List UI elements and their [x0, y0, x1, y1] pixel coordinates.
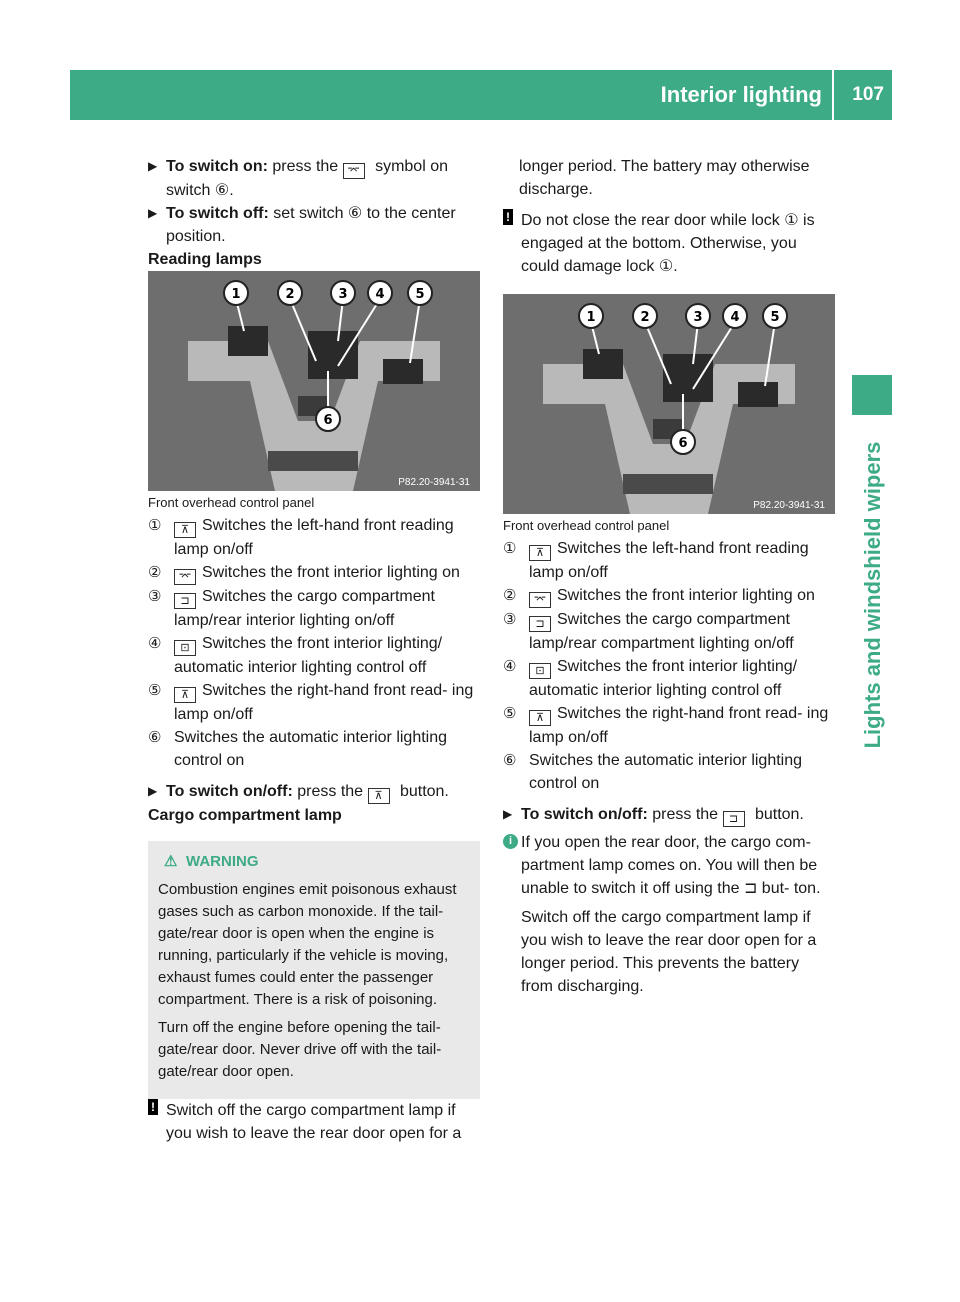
photo-callout-6: 6	[323, 413, 333, 428]
cargo-lamp-icon: ⊐	[723, 811, 745, 827]
warning-box	[148, 841, 480, 1099]
chapter-side-label: Lights and windshield wipers	[860, 441, 885, 749]
photo-code: P82.20-3941-31	[398, 477, 470, 488]
photo-callout-3: 3	[693, 310, 703, 325]
legend-item: ④ ⊡ Switches the front interior lighting/ automatic interior lighting control off	[148, 635, 443, 676]
legend-item: ② ⌤ Switches the front interior lighting on	[148, 564, 460, 583]
step-arrow-icon: ▶	[148, 159, 158, 173]
cargo-lamp-icon: ⊐	[529, 616, 551, 632]
legend-item: ⑥ Switches the automatic interior lighting control on	[148, 729, 448, 769]
page-number: 107	[852, 84, 884, 105]
legend-item: ④ ⊡ Switches the front interior lighting/ automatic interior lighting control off	[503, 658, 798, 699]
continued-text: longer period. The battery may otherwise discharge.	[519, 158, 810, 198]
photo-callout-2: 2	[285, 287, 295, 302]
legend-item: ① ⊼ Switches the left-hand front reading lamp on/off	[148, 517, 454, 558]
photo-callout-4: 4	[730, 310, 740, 325]
info-icon: i	[503, 834, 518, 849]
overhead-panel-photo	[503, 294, 835, 514]
photo-callout-2: 2	[640, 310, 650, 325]
lighting-off-icon: ⊡	[174, 640, 196, 656]
chapter-tab-marker	[852, 375, 892, 415]
caution-note: ! Do not close the rear door while lock ① is engaged at the bottom. Otherwise, you could damage lock ①.	[503, 209, 835, 278]
photo-callout-6: 6	[678, 436, 688, 451]
photo-caption: Front overhead control panel	[503, 518, 670, 533]
legend-item: ③ ⊐ Switches the cargo compartment lamp/rear compartment lighting on/off	[503, 611, 794, 652]
reading-lamp-icon: ⊼	[368, 788, 390, 804]
legend-item: ⑤ ⊼ Switches the right-hand front read- ing lamp on/off	[503, 705, 829, 746]
header-divider	[832, 70, 834, 120]
cargo-lamp-icon: ⊐	[174, 593, 196, 609]
interior-light-icon: ⌤	[343, 163, 365, 179]
info-note: i If you open the rear door, the cargo com- partment lamp comes on. You will then be unable to switch it off using the ⊐ but- ton. Switch off the cargo compartment lamp if you wish to leave the rear door open for a longer period. This prevents the battery from discharging.	[503, 831, 835, 998]
page-header	[70, 70, 892, 120]
exclamation-icon: !	[148, 1099, 158, 1115]
step-arrow-icon: ▶	[148, 784, 158, 798]
photo-callout-5: 5	[770, 310, 780, 325]
legend-item: ⑥ Switches the automatic interior lighting control on	[503, 752, 803, 792]
exclamation-icon: !	[503, 209, 513, 225]
heading-cargo-lamp: Cargo compartment lamp	[148, 807, 342, 824]
step-arrow-icon: ▶	[503, 807, 513, 821]
step-cargo-switch: ▶ To switch on/off: press the ⊐ button.	[503, 803, 835, 827]
step-switch-on: ▶ To switch on: press the ⌤ symbol on switch ⑥.	[148, 155, 480, 202]
photo-callout-3: 3	[338, 287, 348, 302]
legend-item: ① ⊼ Switches the left-hand front reading lamp on/off	[503, 540, 809, 581]
heading-reading-lamps: Reading lamps	[148, 251, 262, 268]
photo-callout-5: 5	[415, 287, 425, 302]
reading-lamp-icon: ⊼	[529, 710, 551, 726]
reading-lamp-icon: ⊼	[174, 687, 196, 703]
reading-lamp-icon: ⊼	[529, 545, 551, 561]
step-switch-off: ▶ To switch off: set switch ⑥ to the center position.	[148, 202, 480, 248]
legend-item: ② ⌤ Switches the front interior lighting on	[503, 587, 815, 606]
step-arrow-icon: ▶	[148, 206, 158, 220]
photo-callout-1: 1	[586, 310, 596, 325]
warning-text: Turn off the engine before opening the tail- gate/rear door. Never drive off with the tail- gate/rear door open.	[158, 1019, 442, 1080]
reading-lamp-icon: ⊼	[174, 522, 196, 538]
interior-light-icon: ⌤	[529, 592, 551, 608]
section-title: Interior lighting	[660, 82, 822, 107]
warning-title: ⚠ WARNING	[158, 851, 470, 873]
photo-code: P82.20-3941-31	[753, 500, 825, 511]
interior-light-icon: ⌤	[174, 569, 196, 585]
step-reading-switch: ▶ To switch on/off: press the ⊼ button.	[148, 780, 480, 804]
warning-text: Combustion engines emit poisonous exhaust gases such as carbon monoxide. If the tail- gate/rear door is open when the engine is running, particularly if the vehicle is moving, exhaust fumes could enter the passenger compartment. There is a risk of poisoning.	[158, 881, 457, 1008]
legend-item: ⑤ ⊼ Switches the right-hand front read- ing lamp on/off	[148, 682, 474, 723]
left-column	[148, 155, 480, 1145]
legend-item: ③ ⊐ Switches the cargo compartment lamp/rear interior lighting on/off	[148, 588, 435, 629]
photo-callout-1: 1	[231, 287, 241, 302]
right-column	[503, 155, 835, 998]
photo-callout-4: 4	[375, 287, 385, 302]
warning-triangle-icon: ⚠	[164, 853, 178, 870]
lighting-off-icon: ⊡	[529, 663, 551, 679]
overhead-panel-photo	[148, 271, 480, 491]
photo-caption: Front overhead control panel	[148, 495, 315, 510]
caution-note: ! Switch off the cargo compartment lamp if you wish to leave the rear door open for a	[148, 1099, 480, 1145]
